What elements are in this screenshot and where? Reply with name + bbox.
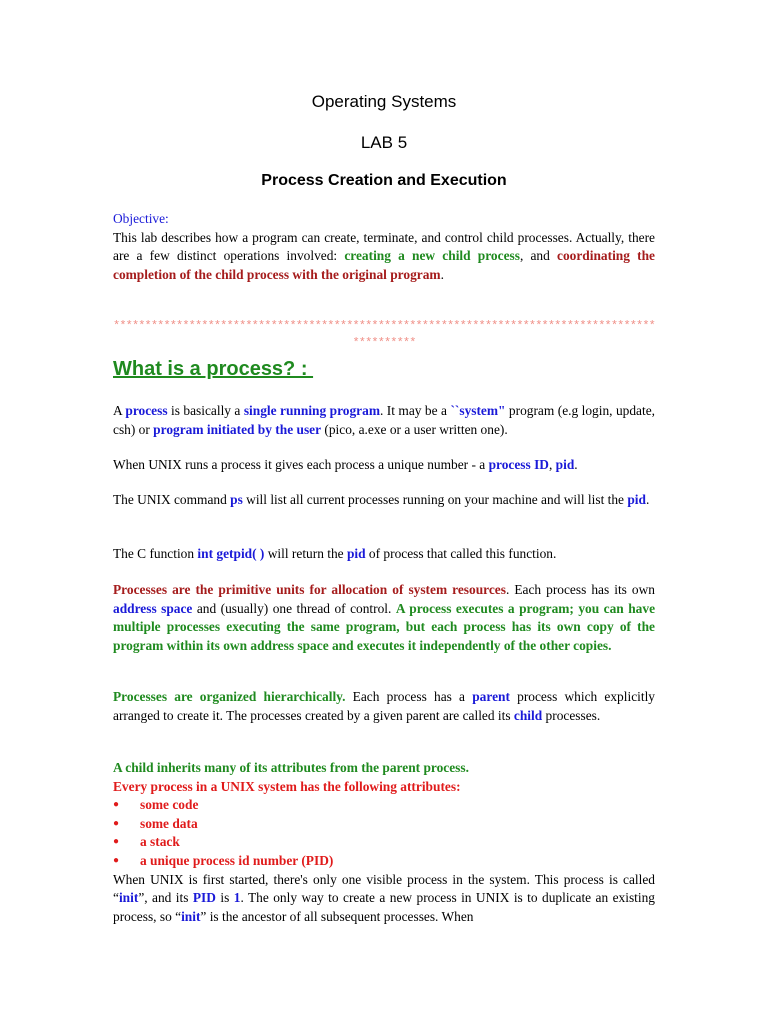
objective-section <box>113 210 655 284</box>
term-single-running-program: single running program <box>243 403 380 418</box>
attribute-label: a stack <box>140 834 180 850</box>
text: will list all current processes running on your machine and will list the <box>242 492 628 507</box>
term-child: child <box>513 707 543 723</box>
text: processes. <box>542 707 601 723</box>
section-title: What is a process? : <box>113 358 314 380</box>
text: . <box>574 457 578 472</box>
objective-text <box>113 229 655 285</box>
term-init: init <box>118 890 139 906</box>
text: of process that called this function. <box>365 546 557 561</box>
term-init: init <box>181 908 201 924</box>
term-system: ``system" <box>450 403 506 418</box>
paragraph-process-definition <box>113 402 655 439</box>
paragraph-resources <box>113 581 655 655</box>
objective-text-part: , and <box>519 248 558 264</box>
paragraph-pid <box>113 456 655 475</box>
bullet-icon: ● <box>113 799 120 811</box>
term-pid: pid <box>346 546 366 561</box>
inherit-statement: A child inherits many of its attributes from the parent process. <box>113 760 469 775</box>
attributes-list <box>113 796 655 870</box>
term-pid: pid <box>555 457 575 472</box>
list-item <box>113 852 655 871</box>
text: program (e.g login, update, csh) or <box>113 403 656 437</box>
course-title: Operating Systems <box>311 92 457 111</box>
term-user-program: program initiated by the user <box>153 421 322 437</box>
term-process-id: process ID <box>488 457 549 472</box>
text: A <box>113 403 126 418</box>
text: . The only way to create a new process in UNIX is to duplicate an existing process, so “ <box>113 890 655 924</box>
attribute-label: a unique process id number (PID) <box>140 852 334 868</box>
text: ”, and its <box>138 890 193 906</box>
objective-colon: : <box>333 248 345 264</box>
term-pid: PID <box>192 890 216 906</box>
statement-primitive-units: Processes are the primitive units for allocation of system resources <box>113 582 506 597</box>
attributes-heading: Every process in a UNIX system has the following attributes: <box>113 778 461 794</box>
text: . It may be a <box>379 403 451 418</box>
term-ps: ps <box>230 492 243 507</box>
paragraph-init <box>113 871 655 927</box>
objective-text-part: . <box>440 266 444 282</box>
text: is <box>215 890 234 906</box>
paragraph-hierarchy <box>113 688 655 725</box>
term-parent: parent <box>472 689 510 704</box>
bullet-icon: ● <box>113 836 120 848</box>
text: . Each process has its own <box>505 582 655 597</box>
text: Each process has a <box>345 689 473 704</box>
lab-number: LAB 5 <box>360 133 408 152</box>
text: When UNIX is first started, there's only one visible process in the system. This process is called “ <box>113 871 655 906</box>
attribute-label: some code <box>140 797 199 813</box>
text: (pico, a.exe or a user written one). <box>321 421 508 437</box>
text: , <box>548 457 556 472</box>
term-pid-one: 1 <box>233 890 241 906</box>
text: . <box>645 492 650 507</box>
statement-hierarchy: Processes are organized hierarchically. <box>113 689 346 704</box>
attribute-label: some data <box>140 815 198 831</box>
objective-text-part: This lab describes how a program can create, terminate, and control child processes. Actually, there are a few distinct operations involved <box>113 229 655 264</box>
text: ” is the ancestor of all subsequent processes. When <box>200 908 474 924</box>
term-process: process <box>125 403 168 418</box>
lab-topic-title: Process Creation and Execution <box>261 172 507 189</box>
text: The UNIX command <box>113 492 231 507</box>
attributes-section <box>113 759 655 926</box>
term-getpid: int getpid( ) <box>197 546 265 561</box>
objective-highlight-create: creating a new child process <box>344 248 520 264</box>
separator-line: ************************************************************************************************ <box>113 319 655 350</box>
term-address-space: address space <box>113 600 193 616</box>
term-pid: pid <box>627 492 646 507</box>
list-item <box>113 796 655 815</box>
statement-multiple-processes: A process executes a program; you can have multiple processes executing the same program, but each process has its own copy of the program within its own address space and executes it independently of the other copies. <box>113 600 656 653</box>
text: and (usually) one thread of control. <box>192 600 396 616</box>
text: is basically a <box>167 403 244 418</box>
list-item <box>113 833 655 852</box>
text: The C function <box>113 546 198 561</box>
text: When UNIX runs a process it gives each process a unique number - a <box>113 457 489 472</box>
paragraph-getpid <box>113 545 655 564</box>
text: will return the <box>264 546 347 561</box>
objective-highlight-coordinate: coordinating the completion of the child process with the original program <box>113 248 655 282</box>
list-item <box>113 815 655 834</box>
objective-label: Objective: <box>113 211 169 226</box>
bullet-icon: ● <box>113 817 120 829</box>
paragraph-ps <box>113 491 655 510</box>
text: process which explicitly arranged to create it. The processes created by a given parent are called its <box>113 689 655 723</box>
bullet-icon: ● <box>113 854 120 866</box>
